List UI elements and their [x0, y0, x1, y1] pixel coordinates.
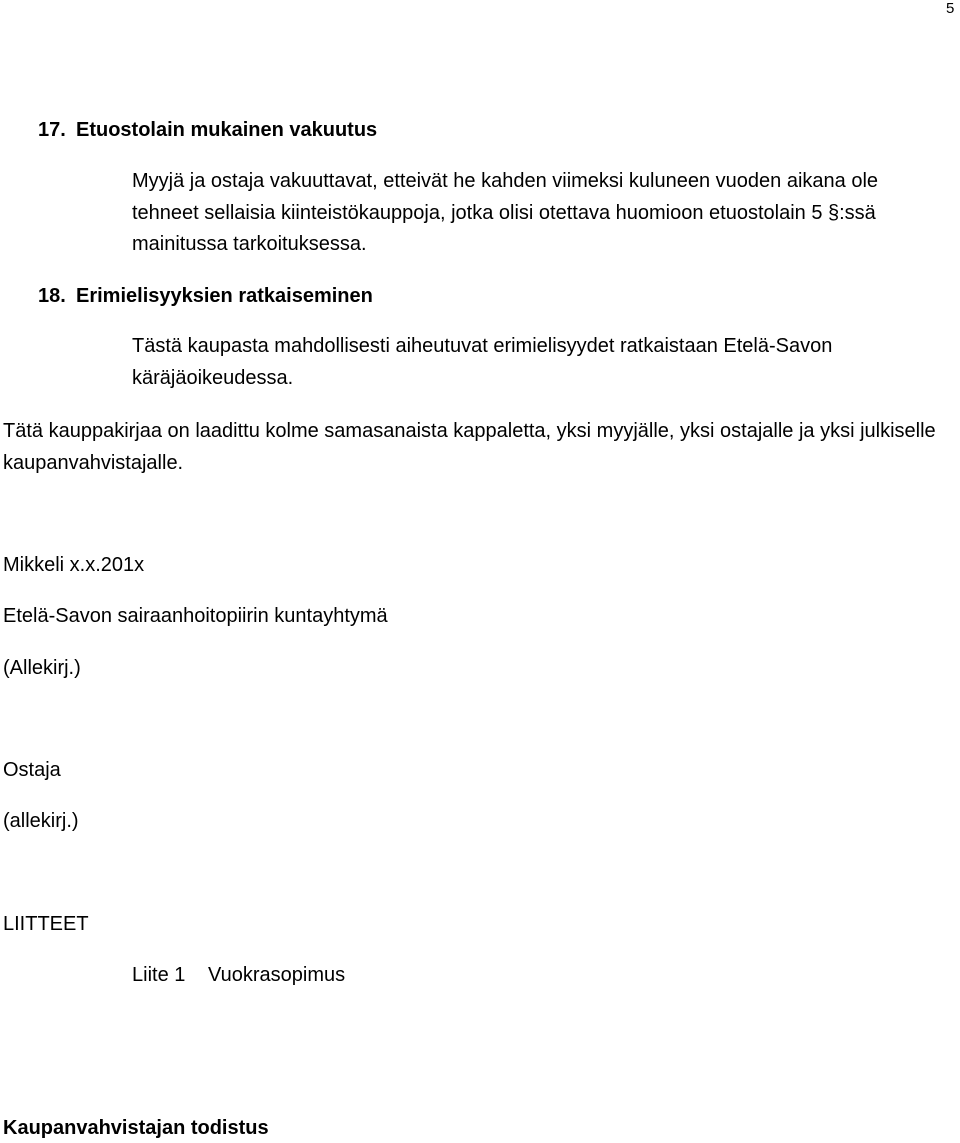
- attachment-item: [132, 962, 345, 988]
- attachment-title: Vuokrasopimus: [208, 964, 346, 986]
- seller-name: Etelä-Savon sairaanhoitopiirin kuntayhtymä: [3, 605, 388, 627]
- place-date: Mikkeli x.x.201x: [3, 554, 145, 576]
- copies-statement: Tätä kauppakirjaa on laadittu kolme samasanaista kappaletta, yksi myyjälle, yksi ostajalle ja yksi julkiselle kaupanvahvistajalle.: [3, 420, 936, 474]
- notary-heading: Kaupanvahvistajan todistus: [3, 1117, 269, 1139]
- section-18-number: 18.: [38, 285, 66, 307]
- section-17-title: Etuostolain mukainen vakuutus: [76, 119, 378, 141]
- section-17-number: 17.: [38, 119, 66, 141]
- section-18-body: Tästä kaupasta mahdollisesti aiheutuvat erimielisyydet ratkaistaan Etelä-Savon käräjäoikeudessa.: [132, 335, 833, 389]
- section-18-title: Erimielisyyksien ratkaiseminen: [76, 285, 373, 307]
- buyer-signature: (allekirj.): [3, 810, 79, 832]
- attachments-heading: LIITTEET: [3, 913, 89, 935]
- buyer-label: Ostaja: [3, 759, 61, 781]
- attachment-label: Liite 1: [132, 964, 186, 986]
- seller-signature: (Allekirj.): [3, 657, 81, 679]
- section-18-heading: [38, 283, 373, 309]
- page-number: 5: [946, 0, 955, 17]
- section-17-body: Myyjä ja ostaja vakuuttavat, etteivät he kahden viimeksi kuluneen vuoden aikana ole tehneet sellaisia kiinteistökauppoja, jotka olisi otettava huomioon etuostolain 5 §:ssä mainitussa tarkoituksessa.: [132, 170, 879, 255]
- section-17-heading: [38, 117, 377, 143]
